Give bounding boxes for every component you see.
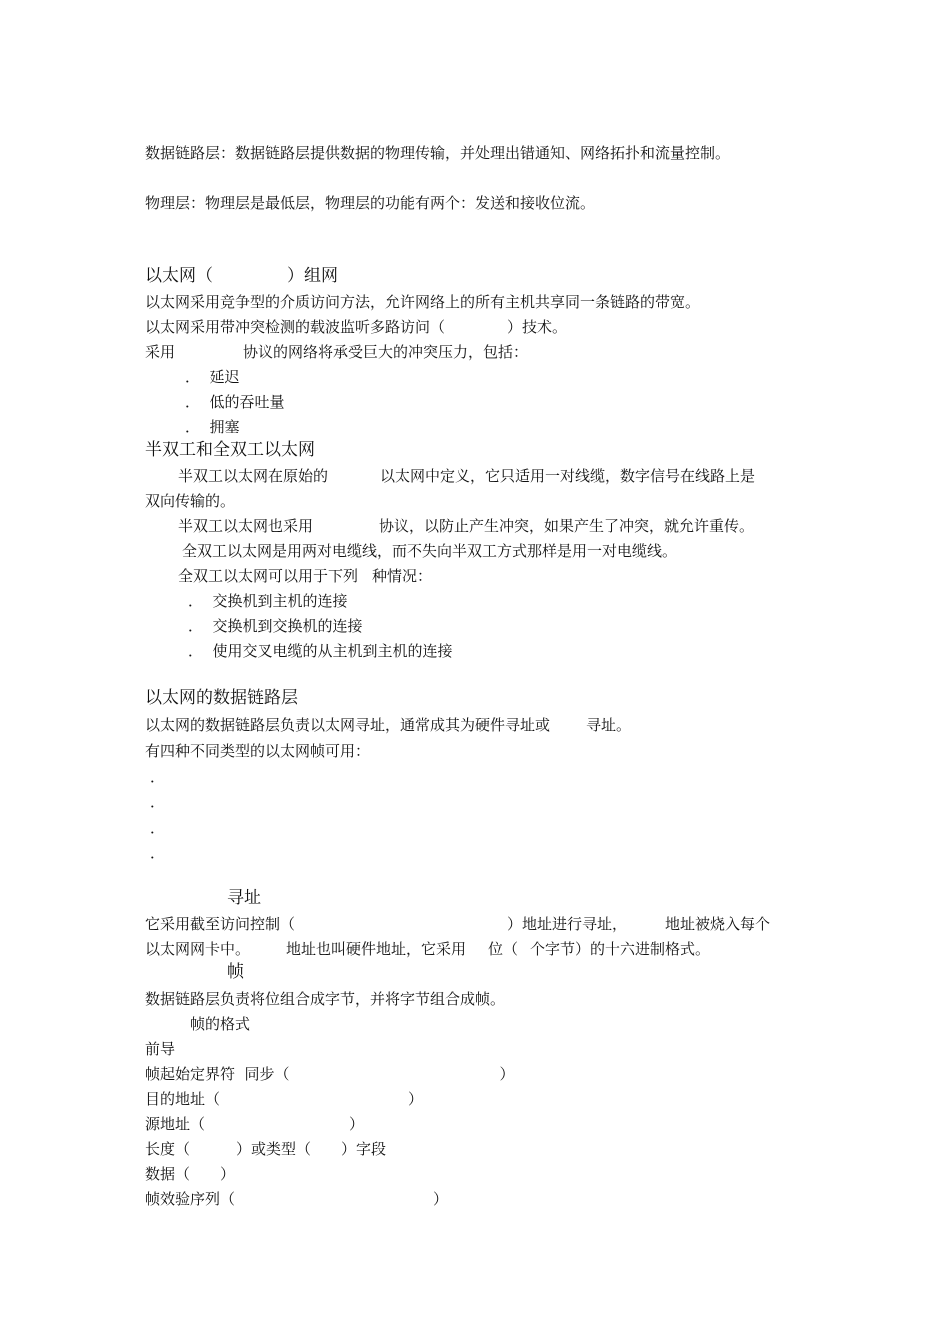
ethdl-paragraph-1: 以太网的数据链路层负责以太网寻址，通常成其为硬件寻址或 寻址。 [145,716,632,734]
list-item: ． 拥塞 [185,418,240,436]
ethernet-heading: 以太网（ ）组网 [145,266,338,286]
frame-paragraph: 数据链路层负责将位组合成字节，并将字节组合成帧。 [145,990,506,1008]
ethernet-paragraph-2: 以太网采用带冲突检测的载波监听多路访问（ ）技术。 [145,318,568,336]
frame-field-source: 源地址（ ） [145,1115,365,1133]
addressing-paragraph-1: 它采用截至访问控制（ ）地址进行寻址， 地址被烧入每个 [145,915,771,933]
datalink-paragraph: 数据链路层：数据链路层提供数据的物理传输，并处理出错通知、网络拓扑和流量控制。 [145,144,731,162]
frame-field-sfd: 帧起始定界符 同步（ ） [145,1065,515,1083]
duplex-paragraph-1-cont: 双向传输的。 [145,492,236,510]
frame-heading: 帧 [227,962,244,982]
addressing-paragraph-2: 以太网网卡中。 地址也叫硬件地址，它采用 位（ 个字节）的十六进制格式。 [145,940,711,958]
list-item: ． [150,819,166,837]
duplex-paragraph-1: 半双工以太网在原始的 以太网中定义，它只适用一对线缆，数字信号在线路上是 [178,467,756,485]
list-item: ． 交换机到交换机的连接 [188,617,363,635]
duplex-paragraph-4: 全双工以太网可以用于下列 种情况： [178,567,433,585]
frame-field-length-type: 长度（ ）或类型（ ）字段 [145,1140,387,1158]
list-item: ． 使用交叉电缆的从主机到主机的连接 [188,642,453,660]
frame-format-heading: 帧的格式 [190,1015,251,1033]
frame-field-preamble: 前导 [145,1040,176,1058]
list-item: ． 交换机到主机的连接 [188,592,348,610]
ethdl-paragraph-2: 有四种不同类型的以太网帧可用： [145,742,371,760]
ethernet-paragraph-3: 采用 协议的网络将承受巨大的冲突压力，包括： [145,343,529,361]
list-item: ． 延迟 [185,368,240,386]
frame-field-fcs: 帧效验序列（ ） [145,1190,449,1208]
ethdl-heading: 以太网的数据链路层 [145,688,298,708]
ethernet-paragraph-1: 以太网采用竞争型的介质访问方法，允许网络上的所有主机共享同一条链路的带宽。 [145,293,701,311]
addressing-heading: 寻址 [227,888,261,908]
duplex-heading: 半双工和全双工以太网 [145,440,315,460]
physical-paragraph: 物理层：物理层是最低层，物理层的功能有两个：发送和接收位流。 [145,194,596,212]
list-item: ． [150,844,166,862]
frame-field-data: 数据（ ） [145,1165,236,1183]
list-item: ． [150,793,166,811]
list-item: ． [150,768,166,786]
duplex-paragraph-3: 全双工以太网是用两对电缆线，而不失向半双工方式那样是用一对电缆线。 [182,542,678,560]
list-item: ． 低的吞吐量 [185,393,285,411]
frame-field-destination: 目的地址（ ） [145,1090,424,1108]
duplex-paragraph-2: 半双工以太网也采用 协议，以防止产生冲突，如果产生了冲突，就允许重传。 [178,517,755,535]
